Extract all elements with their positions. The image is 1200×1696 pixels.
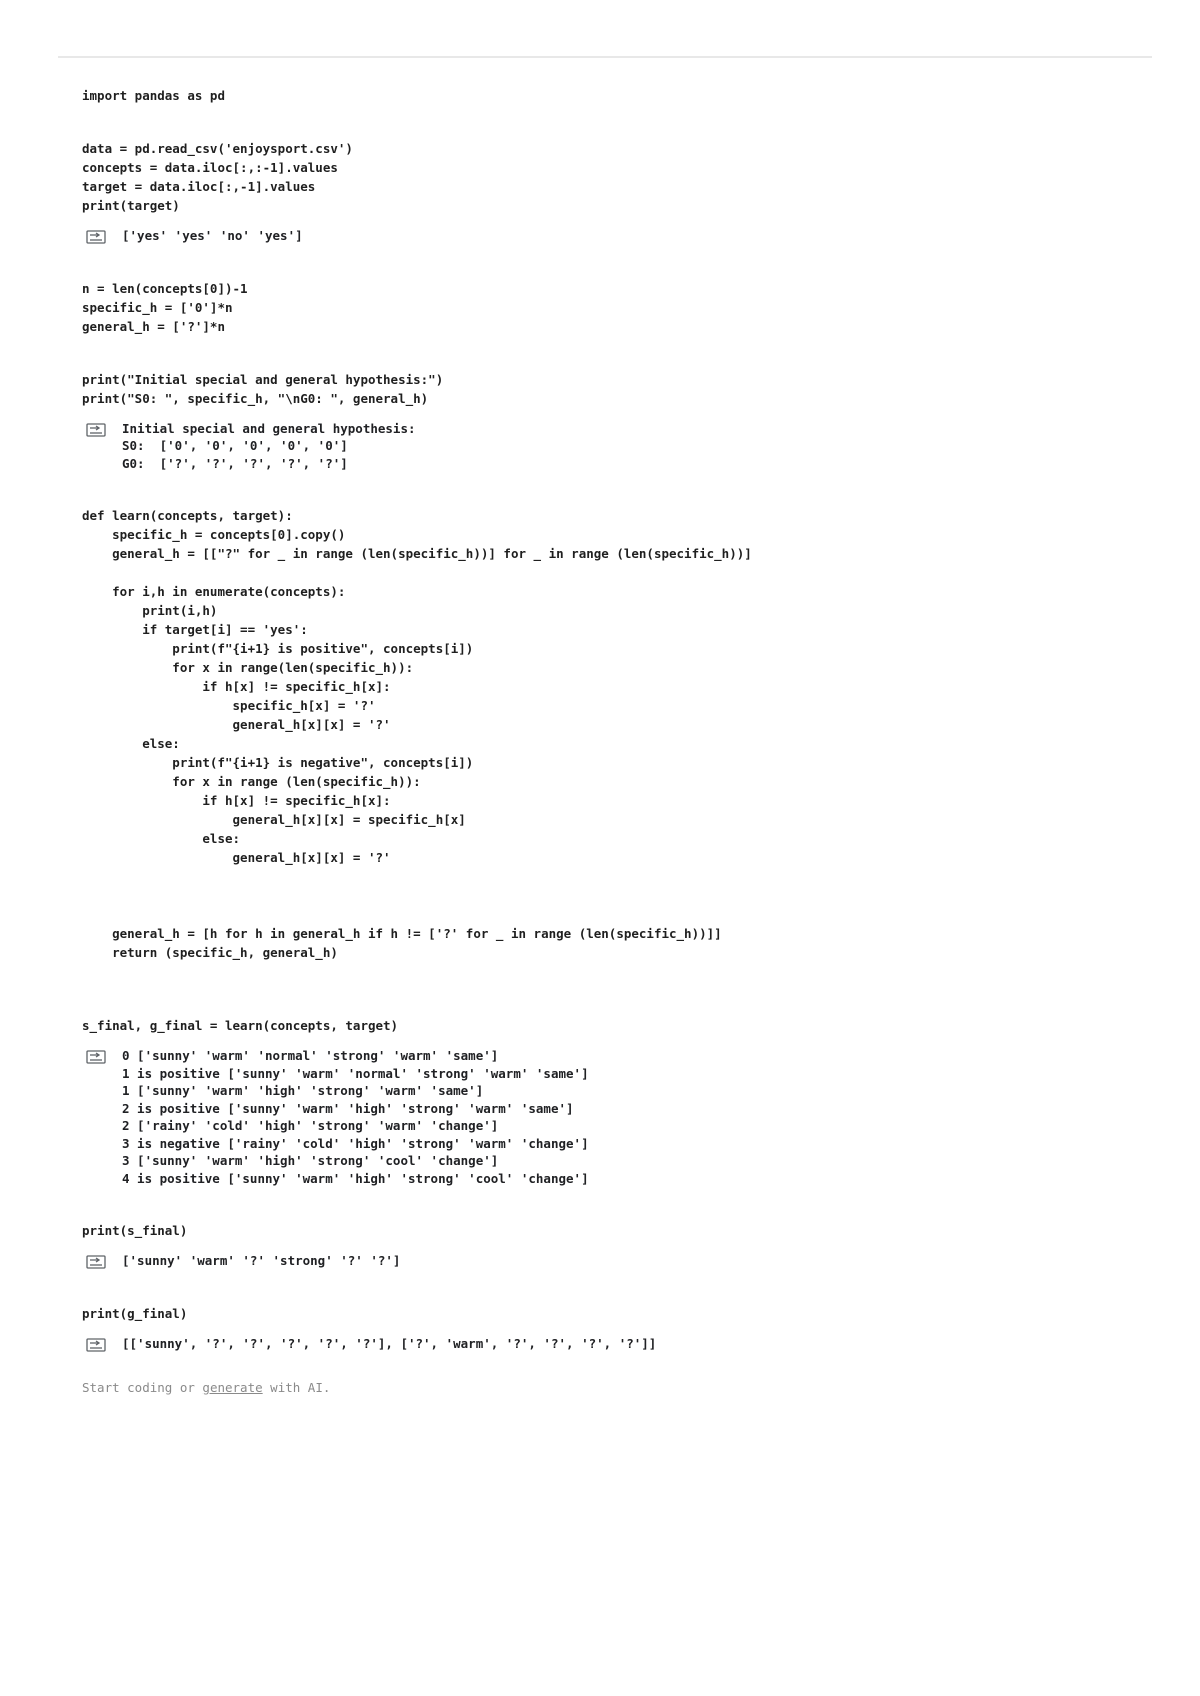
output-text: 0 ['sunny' 'warm' 'normal' 'strong' 'warm' 'same'] 1 is positive ['sunny' 'warm' 'normal' 'strong' 'warm' 'same'] 1 ['sunny' 'warm' 'high' 'strong' 'warm' 'same'] 2 is positive ['sunny' 'warm' 'high' 'strong' 'warm' 'same'] 2 ['rainy' 'cold' 'high' 'strong' 'warm' 'change'] 3 is negative ['rainy' 'cold' 'high' 'strong' 'warm' 'change'] 3 ['sunny' 'warm' 'high' 'strong' 'cool' 'change'] 4 is positive ['sunny' 'warm' 'high' 'strong' 'cool' 'change'] — [122, 1048, 589, 1186]
cell-output — [82, 1047, 1142, 1187]
output-toggle-icon[interactable] — [86, 1255, 106, 1269]
output-text: [['sunny', '?', '?', '?', '?', '?'], ['?', 'warm', '?', '?', '?', '?']] — [122, 1335, 657, 1351]
cell-source[interactable]: def learn(concepts, target): specific_h = concepts[0].copy() general_h = [["?" for _ in range (len(specific_h))] for _ in range (len(specific_h))] for i,h in enumerate(concepts): print(i,h) if target[i] == 'yes': print(f"{i+1} is positive", concepts[i]) for x in range(len(specific_h)): if h[x] != specific_h[x]: specific_h[x] = '?' general_h[x][x] = '?' else: print(f"{i+1} is negative", concepts[i]) for x in range (len(specific_h)): if h[x] != specific_h[x]: general_h[x][x] = specific_h[x] else: general_h[x][x] = '?' general_h = [h for h in general_h if h != ['?' for _ in range (len(specific_h))]] return (specific_h, general_h) — [82, 508, 752, 960]
cell-source[interactable]: data = pd.read_csv('enjoysport.csv') concepts = data.iloc[:,:-1].values target = data.iloc[:,-1].values print(target) — [82, 141, 353, 213]
code-cell-read-data[interactable] — [82, 139, 1142, 245]
output-toggle-icon[interactable] — [86, 230, 106, 244]
output-text: Initial special and general hypothesis: S0: ['0', '0', '0', '0', '0'] G0: ['?', '?', '?', '?', '?'] — [122, 420, 416, 471]
code-cell-learn-function[interactable] — [82, 506, 1142, 962]
output-toggle-icon[interactable] — [86, 423, 106, 437]
generate-link[interactable]: generate — [202, 1380, 263, 1395]
code-cell-import[interactable] — [82, 86, 1142, 105]
cell-output — [82, 1335, 1142, 1353]
cell-output — [82, 227, 1142, 245]
empty-cell-placeholder[interactable] — [82, 1380, 1142, 1395]
output-toggle-icon[interactable] — [86, 1050, 106, 1064]
notebook — [82, 86, 1142, 1395]
code-cell-print-initial[interactable] — [82, 370, 1142, 473]
code-cell-init-hypotheses[interactable] — [82, 279, 1142, 336]
output-toggle-icon[interactable] — [86, 1338, 106, 1352]
placeholder-suffix: with AI. — [262, 1380, 331, 1395]
cell-source[interactable]: s_final, g_final = learn(concepts, target) — [82, 1018, 399, 1033]
cell-output — [82, 420, 1142, 473]
cell-source[interactable]: print(g_final) — [82, 1305, 188, 1321]
output-text: ['yes' 'yes' 'no' 'yes'] — [122, 228, 303, 243]
top-divider — [58, 56, 1152, 58]
cell-source[interactable]: n = len(concepts[0])-1 specific_h = ['0']*n general_h = ['?']*n — [82, 280, 248, 334]
cell-source[interactable]: import pandas as pd — [82, 88, 225, 103]
cell-source[interactable]: print(s_final) — [82, 1223, 188, 1238]
code-cell-print-s-final[interactable] — [82, 1221, 1142, 1270]
output-text: ['sunny' 'warm' '?' 'strong' '?' '?'] — [122, 1253, 401, 1268]
cell-output — [82, 1252, 1142, 1270]
code-cell-print-g-final[interactable] — [82, 1304, 1142, 1353]
code-cell-run-learn[interactable] — [82, 1016, 1142, 1187]
placeholder-prefix: Start coding or — [82, 1380, 203, 1395]
cell-source[interactable]: print("Initial special and general hypothesis:") print("S0: ", specific_h, "\nG0: ", general_h) — [82, 371, 444, 406]
